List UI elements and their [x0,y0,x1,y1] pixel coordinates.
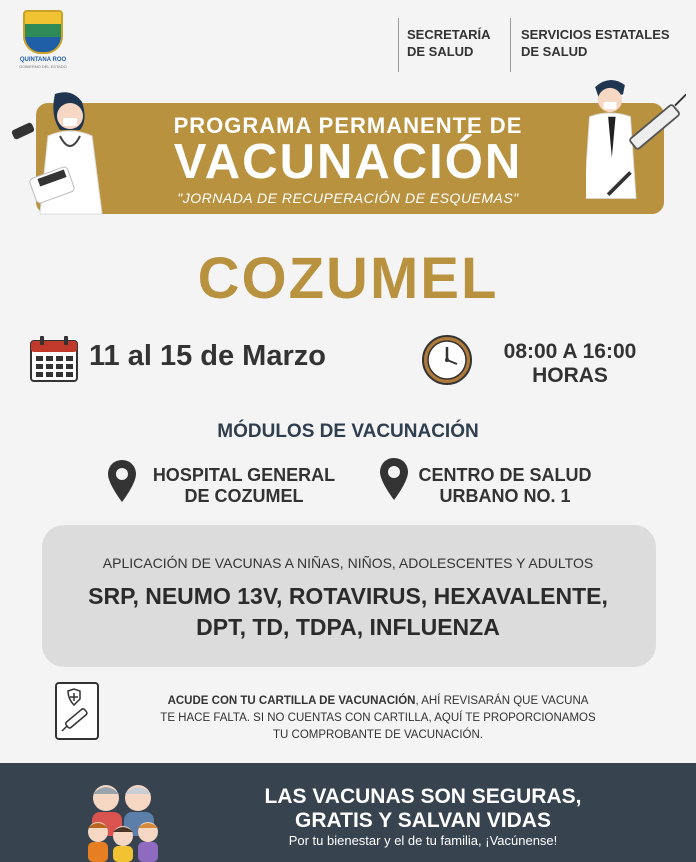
banner-subtitle: "JORNADA DE RECUPERACIÓN DE ESQUEMAS" [177,190,519,206]
logo-subtitle: GOBIERNO DEL ESTADO [19,64,67,69]
event-dates: 11 al 15 de Marzo [89,340,326,372]
banner-top-text: PROGRAMA PERMANENTE DE [173,113,523,138]
module-hospital: HOSPITAL GENERAL DE COZUMEL [152,465,336,506]
vaccination-card-icon [54,681,100,741]
module-centro-salud: CENTRO DE SALUD URBANO NO. 1 [418,465,592,506]
location-pin-icon [107,458,137,504]
org-servicios-estatales: SERVICIOS ESTATALES DE SALUD [521,27,670,59]
shield-emblem-icon [23,10,63,54]
vaccines-list: SRP, NEUMO 13V, ROTAVIRUS, HEXAVALENTE, DPT, TD, TDPA, INFLUENZA [88,583,608,640]
footer-headline-2: GRATIS Y SALVAN VIDAS [295,809,551,832]
city-title: COZUMEL [197,246,499,311]
footer-tagline: Por tu bienestar y el de tu familia, ¡Vacúnense! [288,833,558,848]
location-pin-icon [379,456,409,502]
calendar-icon [30,336,78,382]
logo-title: QUINTANA ROO [19,57,67,63]
header-divider [510,18,511,72]
header-divider [398,18,399,72]
vaccines-audience: APLICACIÓN DE VACUNAS A NIÑAS, NIÑOS, ADOLESCENTES Y ADULTOS [102,555,594,571]
footer-headline-1: LAS VACUNAS SON SEGURAS, [264,785,582,808]
modules-heading: MÓDULOS DE VACUNACIÓN [217,421,479,442]
quintana-roo-logo [18,10,68,76]
banner-title: VACUNACIÓN [173,135,523,189]
org-secretaria-salud: SECRETARÍA DE SALUD [407,27,491,59]
clock-icon [421,334,473,386]
event-hours: 08:00 A 16:00 HORAS [503,340,637,387]
cartilla-note: ACUDE CON TU CARTILLA DE VACUNACIÓN, AHÍ REVISARÁN QUE VACUNA TE HACE FALTA. SI NO CUENTAS CON CARTILLA, AQUÍ TE PROPORCIONAMOS TU COMPROBANTE DE VACUNACIÓN. [160,695,596,741]
